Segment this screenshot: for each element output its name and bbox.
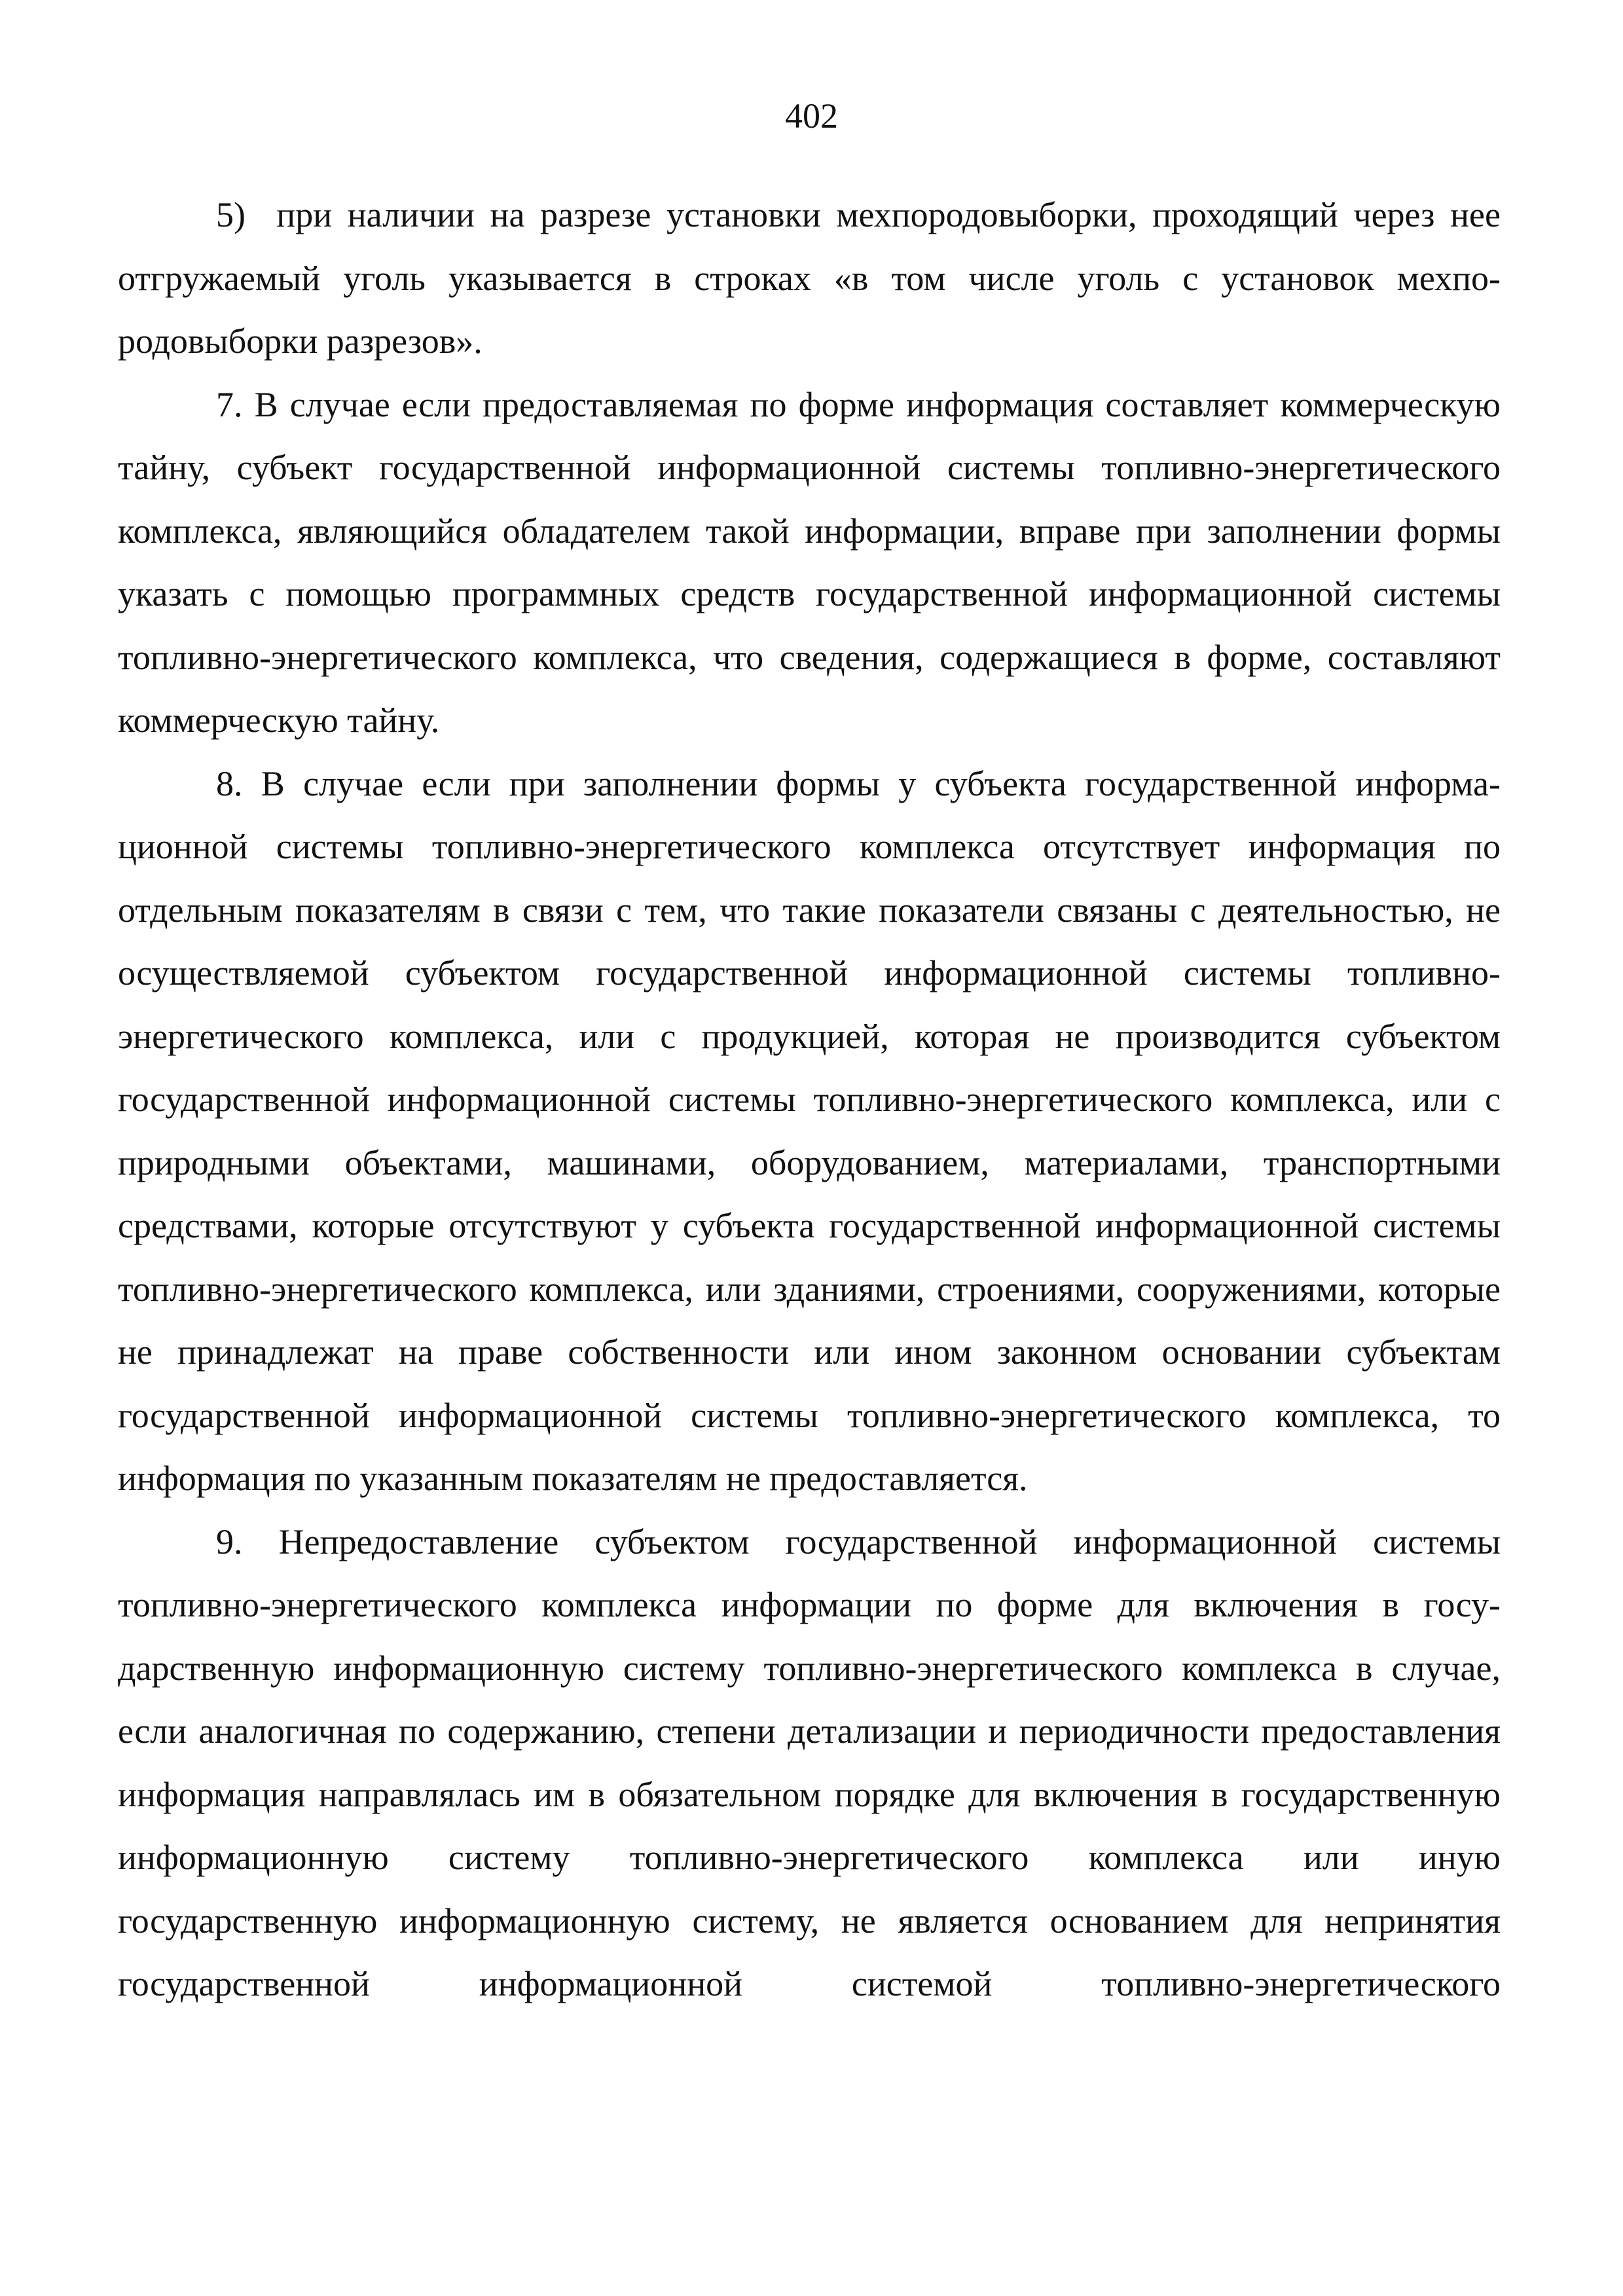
paragraph-item-5: 5) при наличии на разрезе установки мехпородовыборки, проходящий через нее отгружаемый уголь указывается в строках «в том числе уголь с установок мехпородовыборки разрезов». [118, 195, 1501, 361]
page-number: 402 [785, 96, 838, 136]
paragraph-item-8: 8. В случае если при заполнении формы у субъекта государственной информационной системы топливно-энергетического комплекса отсутствует информация по отдельным показателям в связи с тем, что такие показатели связаны с деятельностью, не осуществляемой субъектом государственной информационной системы топливно-энергетического комплекса, или с продукцией, которая не производится субъектом государственной информационной системы топливно-энергетического комплекса, или с природными объектами, машинами, оборудованием, материалами, транспортными средствами, которые отсутствуют у субъекта государственной информационной системы топливно-энергетического комплекса, или зданиями, строениями, сооружениями, которые не принадлежат на праве собственности или ином законном основании субъектам государственной информационной системы топливно-энергетического комплекса, то информация по указанным показателям не предоставляется. [118, 763, 1501, 1498]
paragraph-item-7: 7. В случае если предоставляемая по форме информация составляет коммерческую тайну, субъект государственной информационной системы топливно-энергетического комплекса, являющийся обладателем такой информации, вправе при заполнении формы указать с помощью программных средств государственной информационной системы топливно-энергетического комплекса, что сведения, содержащиеся в форме, составляют коммерческую тайну. [118, 384, 1501, 740]
paragraph-item-9: 9. Непредоставление субъектом государственной информационной системы топливно-энергетического комплекса информации по форме для включения в государственную информационную систему топливно-энергетического комплекса в случае, если аналогичная по содержанию, степени детализации и периодичности предоставления информация направлялась им в обязательном порядке для включения в государственную информационную систему топливно-энергетического комплекса или иную государственную информационную систему, не является основанием для непринятия государственной информационной системой топливно-энергетического [118, 1522, 1501, 2003]
document-body [118, 183, 1501, 2016]
